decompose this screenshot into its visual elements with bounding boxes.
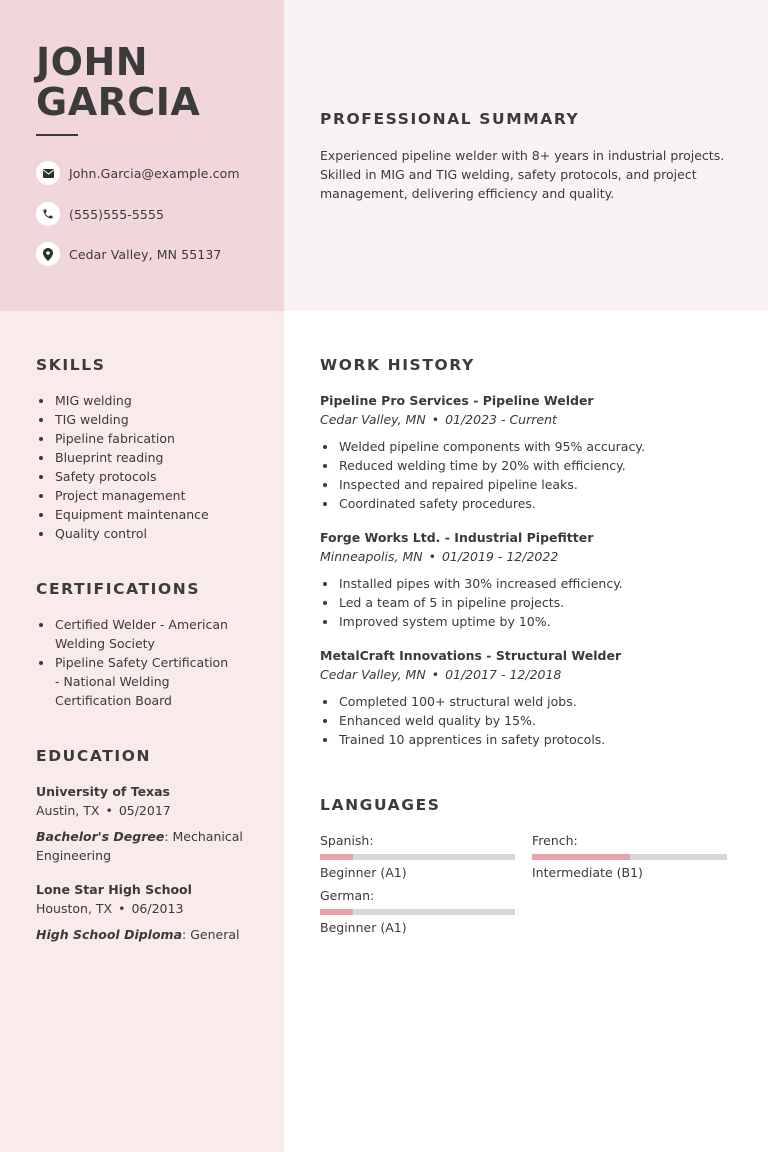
contact-email xyxy=(36,161,240,185)
job-bullet: Installed pipes with 30% increased efficiency. xyxy=(320,574,740,593)
job-meta: Minneapolis, MN • 01/2019 - 12/2022 xyxy=(320,549,559,564)
job-bullet: Inspected and repaired pipeline leaks. xyxy=(320,475,740,494)
language-name: Spanish: xyxy=(320,833,374,848)
school-meta: Austin, TX • 05/2017 xyxy=(36,803,171,818)
skill-item: MIG welding xyxy=(36,391,266,410)
skill-item: Blueprint reading xyxy=(36,448,266,467)
last-name: GARCIA xyxy=(36,80,201,124)
school-location: Austin, TX xyxy=(36,803,100,818)
contact-location xyxy=(36,242,221,266)
language-name: German: xyxy=(320,888,375,903)
skill-item: Quality control xyxy=(36,524,266,543)
first-name: JOHN xyxy=(36,40,149,84)
phone-icon xyxy=(36,202,60,226)
skill-item: Equipment maintenance xyxy=(36,505,266,524)
job-dates: 01/2017 - 12/2018 xyxy=(445,667,562,682)
school-meta: Houston, TX • 06/2013 xyxy=(36,901,184,916)
email-text[interactable]: John.Garcia@example.com xyxy=(69,165,240,181)
job-title: Forge Works Ltd. - Industrial Pipefitter xyxy=(320,530,594,545)
school-location: Houston, TX xyxy=(36,901,113,916)
job-bullets xyxy=(320,574,740,631)
phone-text[interactable]: (555)555-5555 xyxy=(69,206,165,222)
job-meta: Cedar Valley, MN • 01/2023 - Current xyxy=(320,412,557,427)
job-title: MetalCraft Innovations - Structural Welder xyxy=(320,648,622,663)
skills-heading: SKILLS xyxy=(36,356,106,374)
job-dates: 01/2019 - 12/2022 xyxy=(441,549,559,564)
job-bullet: Enhanced weld quality by 15%. xyxy=(320,711,740,730)
job-location: Cedar Valley, MN xyxy=(320,667,426,682)
summary-heading: PROFESSIONAL SUMMARY xyxy=(320,110,580,128)
envelope-icon xyxy=(36,161,60,185)
proficiency-bar xyxy=(532,854,727,860)
candidate-name xyxy=(36,42,200,122)
education-entry xyxy=(36,782,246,865)
job-dates: 01/2023 - Current xyxy=(445,412,557,427)
proficiency-fill xyxy=(320,854,353,860)
proficiency-fill xyxy=(320,909,353,915)
degree-type: Bachelor's Degree xyxy=(36,829,165,844)
name-divider xyxy=(36,134,78,136)
job-bullet: Coordinated safety procedures. xyxy=(320,494,740,513)
map-pin-icon xyxy=(36,242,60,266)
degree-field: : Mechanical Engineering xyxy=(36,829,243,863)
school-date: 06/2013 xyxy=(131,901,184,916)
work-heading: WORK HISTORY xyxy=(320,356,475,374)
certification-item: Certified Welder - American Welding Society xyxy=(36,615,236,653)
certifications-list xyxy=(36,615,236,710)
proficiency-fill xyxy=(532,854,630,860)
job-bullet: Reduced welding time by 20% with efficiency. xyxy=(320,456,740,475)
degree xyxy=(36,925,246,944)
job-location: Cedar Valley, MN xyxy=(320,412,426,427)
contact-phone xyxy=(36,202,164,226)
language-level: Beginner (A1) xyxy=(320,920,407,935)
skill-item: Pipeline fabrication xyxy=(36,429,266,448)
skill-item: Project management xyxy=(36,486,266,505)
degree xyxy=(36,827,246,865)
language-level: Intermediate (B1) xyxy=(532,865,643,880)
skills-list xyxy=(36,391,266,543)
location-text: Cedar Valley, MN 55137 xyxy=(69,246,222,262)
job-entry xyxy=(320,391,740,513)
job-entry xyxy=(320,646,740,749)
degree-field: : General xyxy=(182,927,240,942)
education-heading: EDUCATION xyxy=(36,747,152,765)
proficiency-bar xyxy=(320,909,515,915)
certification-item: Pipeline Safety Certification - National Welding Certification Board xyxy=(36,653,236,710)
education-entry xyxy=(36,880,246,944)
school-name: Lone Star High School xyxy=(36,882,192,897)
job-bullets xyxy=(320,692,740,749)
language-level: Beginner (A1) xyxy=(320,865,407,880)
job-bullet: Welded pipeline components with 95% accuracy. xyxy=(320,437,740,456)
job-location: Minneapolis, MN xyxy=(320,549,423,564)
job-bullet: Led a team of 5 in pipeline projects. xyxy=(320,593,740,612)
summary-text: Experienced pipeline welder with 8+ years in industrial projects. Skilled in MIG and TIG welding, safety protocols, and project management, delivering efficiency and quality. xyxy=(320,148,725,201)
school-name: University of Texas xyxy=(36,784,170,799)
languages-heading: LANGUAGES xyxy=(320,796,441,814)
proficiency-bar xyxy=(320,854,515,860)
job-bullets xyxy=(320,437,740,513)
language-item xyxy=(320,832,515,881)
job-meta: Cedar Valley, MN • 01/2017 - 12/2018 xyxy=(320,667,562,682)
language-item xyxy=(320,887,515,936)
language-item xyxy=(532,832,727,881)
degree-type: High School Diploma xyxy=(36,927,183,942)
job-title: Pipeline Pro Services - Pipeline Welder xyxy=(320,393,594,408)
certifications-heading: CERTIFICATIONS xyxy=(36,580,201,598)
job-bullet: Improved system uptime by 10%. xyxy=(320,612,740,631)
skill-item: Safety protocols xyxy=(36,467,266,486)
job-bullet: Trained 10 apprentices in safety protocols. xyxy=(320,730,740,749)
job-bullet: Completed 100+ structural weld jobs. xyxy=(320,692,740,711)
job-entry xyxy=(320,528,740,631)
language-name: French: xyxy=(532,833,578,848)
skill-item: TIG welding xyxy=(36,410,266,429)
school-date: 05/2017 xyxy=(118,803,171,818)
